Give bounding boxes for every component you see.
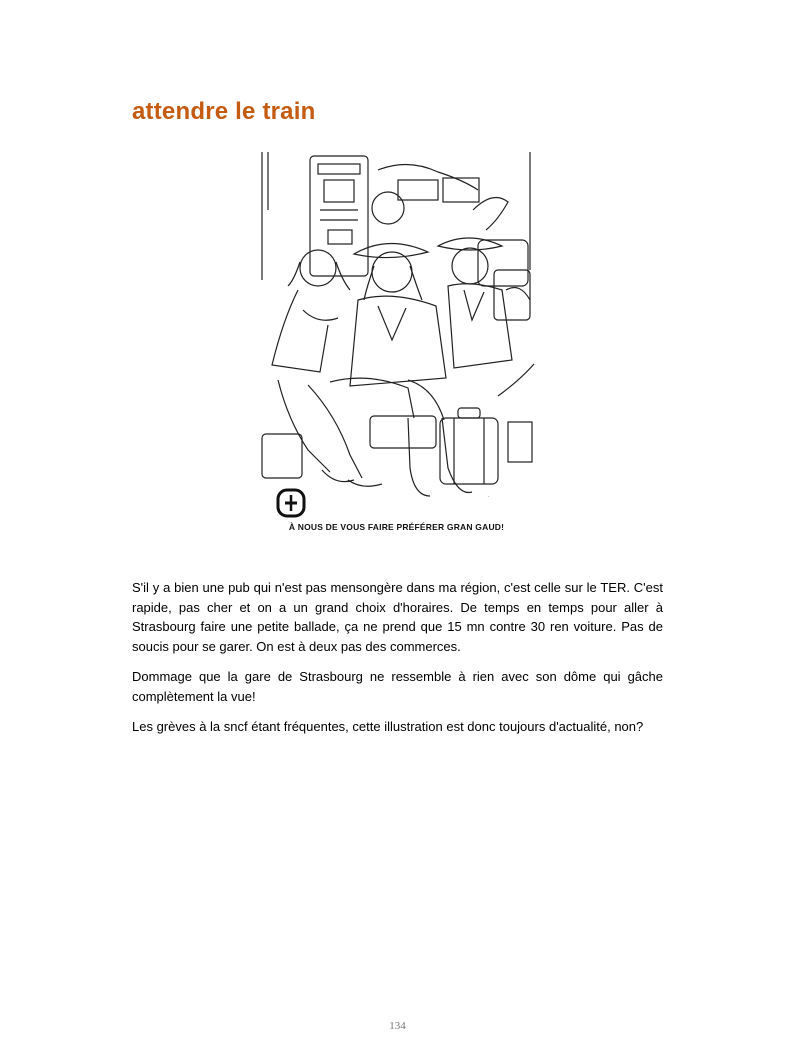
- paragraph: S'il y a bien une pub qui n'est pas mensongère dans ma région, c'est celle sur le TER. C'est rapide, pas cher et on a un grand choix d'horaires. De temps en temps pour aller à Strasbourg faire une petite ballade, ça ne prend que 15 mn contre 30 ren voiture. Pas de soucis pour se garer. On est à deux pas des commerces.: [132, 580, 663, 654]
- page-title: attendre le train: [132, 98, 316, 125]
- svg-text:·: ·: [488, 494, 490, 500]
- body-text: [132, 578, 663, 748]
- illustration-figure: [258, 150, 535, 542]
- paragraph: Les grèves à la sncf étant fréquentes, cette illustration est donc toujours d'actualité, non?: [132, 719, 644, 734]
- paragraph: Dommage que la gare de Strasbourg ne ressemble à rien avec son dôme qui gâche complètement la vue!: [132, 669, 663, 704]
- page-number: 134: [389, 1020, 406, 1032]
- illustration-caption: À NOUS DE VOUS FAIRE PRÉFÉRER GRAN GAUD!: [288, 522, 505, 532]
- illustration-drawing: [258, 150, 535, 542]
- gran-gaud-logo: [278, 490, 304, 516]
